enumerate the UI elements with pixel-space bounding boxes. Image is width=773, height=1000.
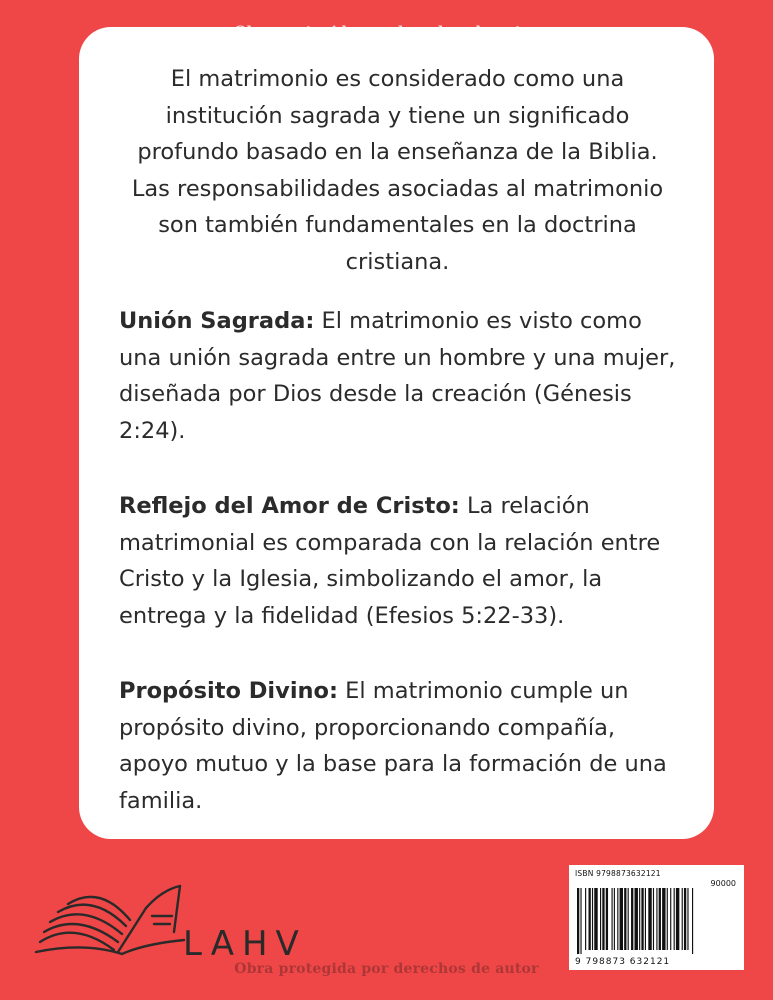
point-text: La relación matrimonial es comparada con la relación entre Cristo y la Iglesia, simbolizando el amor, la entrega y la fidelidad (Efesios 5:22-33).	[119, 493, 661, 629]
point-text: El matrimonio es visto como una unión sagrada entre un hombre y una mujer, diseñada por Dios desde la creación (Génesis 2:24).	[119, 308, 676, 444]
content-card	[79, 27, 714, 839]
point-union-sagrada	[119, 303, 676, 449]
point-title: Propósito Divino:	[119, 678, 339, 704]
publisher-logo-text: LAHV	[183, 924, 307, 964]
barcode-digits: 9 798873 632121	[575, 957, 671, 967]
isbn-barcode	[569, 865, 744, 970]
watermark-bottom: Obra protegida por derechos de autor	[234, 961, 539, 977]
point-title: Unión Sagrada:	[119, 308, 315, 334]
point-proposito-divino	[119, 673, 676, 819]
point-text: El matrimonio cumple un propósito divino, proporcionando compañía, apoyo mutuo y la base para la formación de una familia.	[119, 678, 667, 814]
isbn-label: ISBN 9798873632121	[575, 869, 661, 878]
price-code: 90000	[710, 879, 736, 888]
point-title: Reflejo del Amor de Cristo:	[119, 493, 460, 519]
point-reflejo-amor	[119, 488, 676, 634]
barcode-bars	[577, 888, 737, 954]
intro-paragraph: El matrimonio es considerado como una institución sagrada y tiene un significado profundo basado en la enseñanza de la Biblia. Las responsabilidades asociadas al matrimonio son también fundamentales en la doctrina cristiana.	[131, 66, 664, 275]
